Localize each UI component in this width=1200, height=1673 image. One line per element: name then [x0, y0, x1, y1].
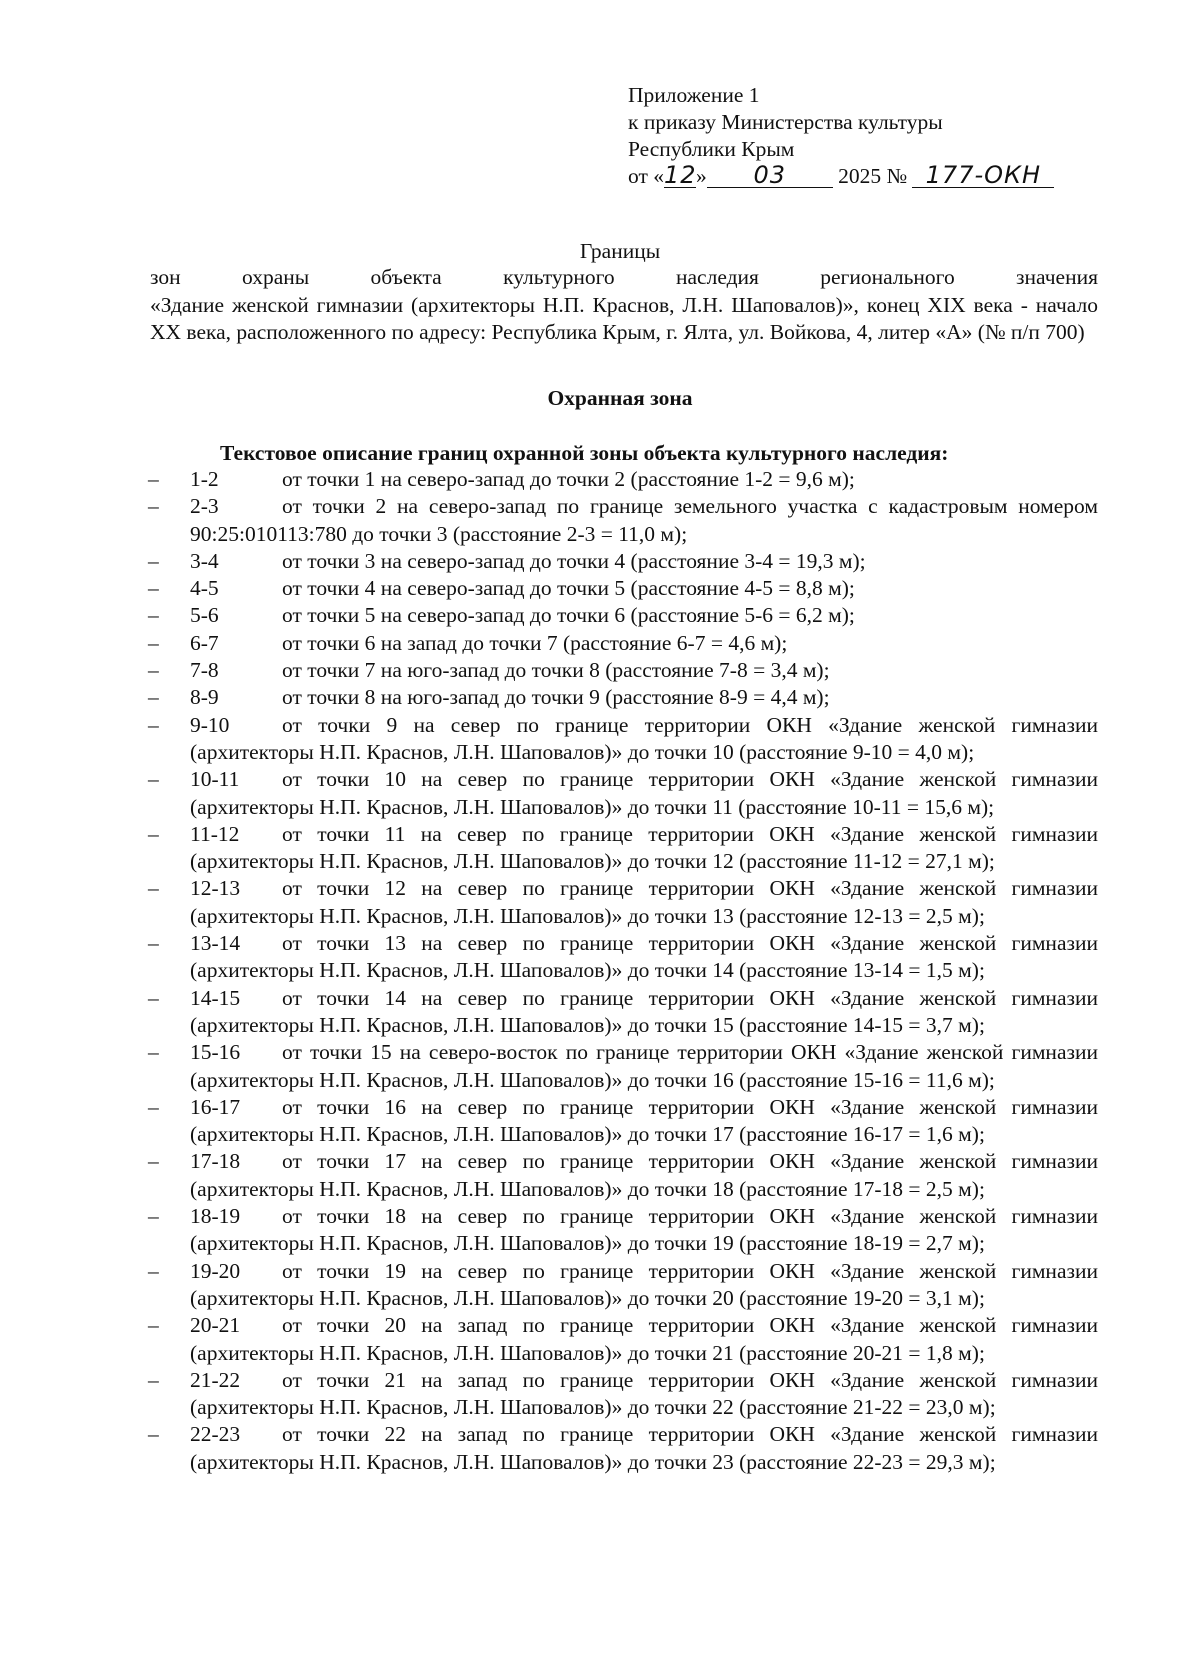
list-item [148, 630, 1098, 657]
list-item [148, 985, 1098, 1040]
list-bullet: – [148, 767, 159, 792]
segment-description: от точки 2 на северо-запад по границе земельного участка с кадастровым номером 90:25:010113:780 до точки 3 (расстояние 2-3 = 11,0 м); [190, 494, 1098, 546]
list-item [148, 1148, 1098, 1203]
list-bullet: – [148, 1149, 159, 1174]
list-bullet: – [148, 467, 159, 491]
segment-code: 4-5 [190, 576, 219, 601]
segment-description: от точки 11 на север по границе территории ОКН «Здание женской гимназии (архитекторы Н.П. Краснов, Л.Н. Шаповалов)» до точки 12 (расстояние 11-12 = 27,1 м); [190, 821, 1098, 874]
appendix-line-1: Приложение 1 [628, 83, 760, 107]
date-day-field [664, 161, 697, 189]
segment-code: 3-4 [190, 548, 219, 573]
list-bullet: – [148, 603, 159, 628]
segment-description: от точки 17 на север по границе территории ОКН «Здание женской гимназии (архитекторы Н.П. Краснов, Л.Н. Шаповалов)» до точки 18 (расстояние 17-18 = 2,5 м); [190, 1149, 1098, 1201]
list-bullet: – [148, 630, 159, 655]
list-bullet: – [148, 985, 159, 1010]
segment-description: от точки 9 на север по границе территории ОКН «Здание женской гимназии (архитекторы Н.П. Краснов, Л.Н. Шаповалов)» до точки 10 (расстояние 9-10 = 4,0 м); [190, 712, 1098, 764]
segment-description: от точки 14 на север по границе территории ОКН «Здание женской гимназии (архитекторы Н.П. Краснов, Л.Н. Шаповалов)» до точки 15 (расстояние 14-15 = 3,7 м); [190, 985, 1098, 1037]
list-item [148, 1312, 1098, 1367]
boundary-list [148, 466, 1098, 1476]
zone-title: Охранная зона [547, 386, 693, 410]
segment-description: от точки 5 на северо-запад до точки 6 (расстояние 5-6 = 6,2 м); [282, 603, 855, 628]
segment-code: 6-7 [190, 630, 219, 655]
segment-code: 8-9 [190, 685, 219, 710]
list-bullet: – [148, 876, 159, 901]
list-item [148, 493, 1098, 548]
segment-description: от точки 1 на северо-запад до точки 2 (расстояние 1-2 = 9,6 м); [282, 467, 855, 491]
list-item [148, 875, 1098, 930]
segment-code: 9-10 [190, 712, 230, 737]
list-item [148, 548, 1098, 575]
segment-description: от точки 15 на северо-восток по границе территории ОКН «Здание женской гимназии (архитекторы Н.П. Краснов, Л.Н. Шаповалов)» до точки 16 (расстояние 15-16 = 11,6 м); [190, 1040, 1098, 1092]
list-bullet: – [148, 1204, 159, 1229]
list-bullet: – [148, 1313, 159, 1338]
list-bullet: – [148, 821, 159, 846]
list-item [148, 930, 1098, 985]
segment-code: 14-15 [190, 985, 241, 1010]
segment-code: 7-8 [190, 658, 219, 683]
date-month-field [707, 161, 833, 189]
list-bullet: – [148, 1258, 159, 1283]
list-item [148, 657, 1098, 684]
segment-description: от точки 22 на запад по границе территории ОКН «Здание женской гимназии (архитекторы Н.П. Краснов, Л.Н. Шаповалов)» до точки 23 (расстояние 22-23 = 29,3 м); [190, 1422, 1098, 1474]
segment-code: 1-2 [190, 467, 219, 491]
description-title: Текстовое описание границ охранной зоны объекта культурного наследия: [220, 441, 949, 465]
subtitle-rest: «Здание женской гимназии (архитекторы Н.П. Краснов, Л.Н. Шаповалов)», конец XIX века - начало XX века, расположенного по адресу: Республика Крым, г. Ялта, ул. Войкова, 4, литер «А» (№ п/п 700) [150, 292, 1098, 344]
list-bullet: – [148, 1094, 159, 1119]
year-label: 2025 № [838, 164, 908, 188]
list-item [148, 1367, 1098, 1422]
segment-code: 2-3 [190, 494, 219, 519]
segment-description: от точки 16 на север по границе территории ОКН «Здание женской гимназии (архитекторы Н.П. Краснов, Л.Н. Шаповалов)» до точки 17 (расстояние 16-17 = 1,6 м); [190, 1094, 1098, 1147]
subtitle-first-line: зон охраны объекта культурного наследия регионального значения [150, 265, 1098, 289]
segment-description: от точки 18 на север по границе территории ОКН «Здание женской гимназии (архитекторы Н.П. Краснов, Л.Н. Шаповалов)» до точки 19 (расстояние 18-19 = 2,7 м); [190, 1204, 1098, 1256]
list-item [148, 766, 1098, 821]
list-item [148, 1421, 1098, 1476]
page-subtitle [150, 264, 1098, 347]
segment-code: 21-22 [190, 1367, 241, 1392]
appendix-line-3: Республики Крым [628, 137, 795, 161]
list-bullet: – [148, 931, 159, 956]
list-item [148, 684, 1098, 711]
list-bullet: – [148, 658, 159, 683]
list-bullet: – [148, 494, 159, 519]
segment-code: 17-18 [190, 1149, 241, 1174]
list-bullet: – [148, 712, 159, 737]
date-month: 03 [753, 161, 787, 189]
list-item [148, 1203, 1098, 1258]
list-item [148, 575, 1098, 602]
segment-description: от точки 21 на запад по границе территории ОКН «Здание женской гимназии (архитекторы Н.П. Краснов, Л.Н. Шаповалов)» до точки 22 (расстояние 21-22 = 23,0 м); [190, 1367, 1098, 1420]
segment-description: от точки 6 на запад до точки 7 (расстояние 6-7 = 4,6 м); [282, 630, 788, 655]
segment-code: 10-11 [190, 767, 240, 792]
segment-code: 12-13 [190, 876, 241, 901]
appendix-block [628, 82, 1054, 190]
list-bullet: – [148, 576, 159, 601]
list-bullet: – [148, 1040, 159, 1065]
segment-description: от точки 10 на север по границе территории ОКН «Здание женской гимназии (архитекторы Н.П. Краснов, Л.Н. Шаповалов)» до точки 11 (расстояние 10-11 = 15,6 м); [190, 767, 1098, 819]
appendix-line-2: к приказу Министерства культуры [628, 110, 943, 134]
date-day: 12 [664, 161, 697, 189]
segment-code: 20-21 [190, 1313, 241, 1338]
appendix-date-line [628, 163, 1054, 190]
list-item [148, 712, 1098, 767]
segment-code: 19-20 [190, 1258, 241, 1283]
segment-code: 11-12 [190, 821, 240, 846]
list-bullet: – [148, 1422, 159, 1447]
segment-code: 16-17 [190, 1094, 241, 1119]
date-mid: » [696, 164, 707, 188]
segment-description: от точки 8 на юго-запад до точки 9 (расстояние 8-9 = 4,4 м); [282, 685, 830, 710]
list-item [148, 1039, 1098, 1094]
segment-description: от точки 19 на север по границе территории ОКН «Здание женской гимназии (архитекторы Н.П. Краснов, Л.Н. Шаповалов)» до точки 20 (расстояние 19-20 = 3,1 м); [190, 1258, 1098, 1310]
segment-code: 15-16 [190, 1040, 241, 1065]
order-number: 177-ОКН [925, 161, 1042, 189]
order-number-field [912, 161, 1054, 189]
segment-description: от точки 13 на север по границе территории ОКН «Здание женской гимназии (архитекторы Н.П. Краснов, Л.Н. Шаповалов)» до точки 14 (расстояние 13-14 = 1,5 м); [190, 931, 1098, 983]
segment-description: от точки 4 на северо-запад до точки 5 (расстояние 4-5 = 8,8 м); [282, 576, 855, 601]
list-item [148, 602, 1098, 629]
list-item [148, 821, 1098, 876]
page-title: Границы [579, 239, 661, 263]
list-bullet: – [148, 685, 159, 710]
list-bullet: – [148, 1367, 159, 1392]
segment-code: 13-14 [190, 931, 241, 956]
segment-description: от точки 12 на север по границе территории ОКН «Здание женской гимназии (архитекторы Н.П. Краснов, Л.Н. Шаповалов)» до точки 13 (расстояние 12-13 = 2,5 м); [190, 876, 1098, 928]
list-item [148, 466, 1098, 493]
segment-description: от точки 7 на юго-запад до точки 8 (расстояние 7-8 = 3,4 м); [282, 658, 830, 683]
date-prefix: от « [628, 164, 664, 188]
list-item [148, 1258, 1098, 1313]
segment-code: 22-23 [190, 1422, 241, 1447]
segment-code: 5-6 [190, 603, 219, 628]
segment-description: от точки 20 на запад по границе территории ОКН «Здание женской гимназии (архитекторы Н.П. Краснов, Л.Н. Шаповалов)» до точки 21 (расстояние 20-21 = 1,8 м); [190, 1313, 1098, 1365]
list-item [148, 1094, 1098, 1149]
segment-code: 18-19 [190, 1204, 241, 1229]
list-bullet: – [148, 548, 159, 573]
segment-description: от точки 3 на северо-запад до точки 4 (расстояние 3-4 = 19,3 м); [282, 548, 866, 573]
